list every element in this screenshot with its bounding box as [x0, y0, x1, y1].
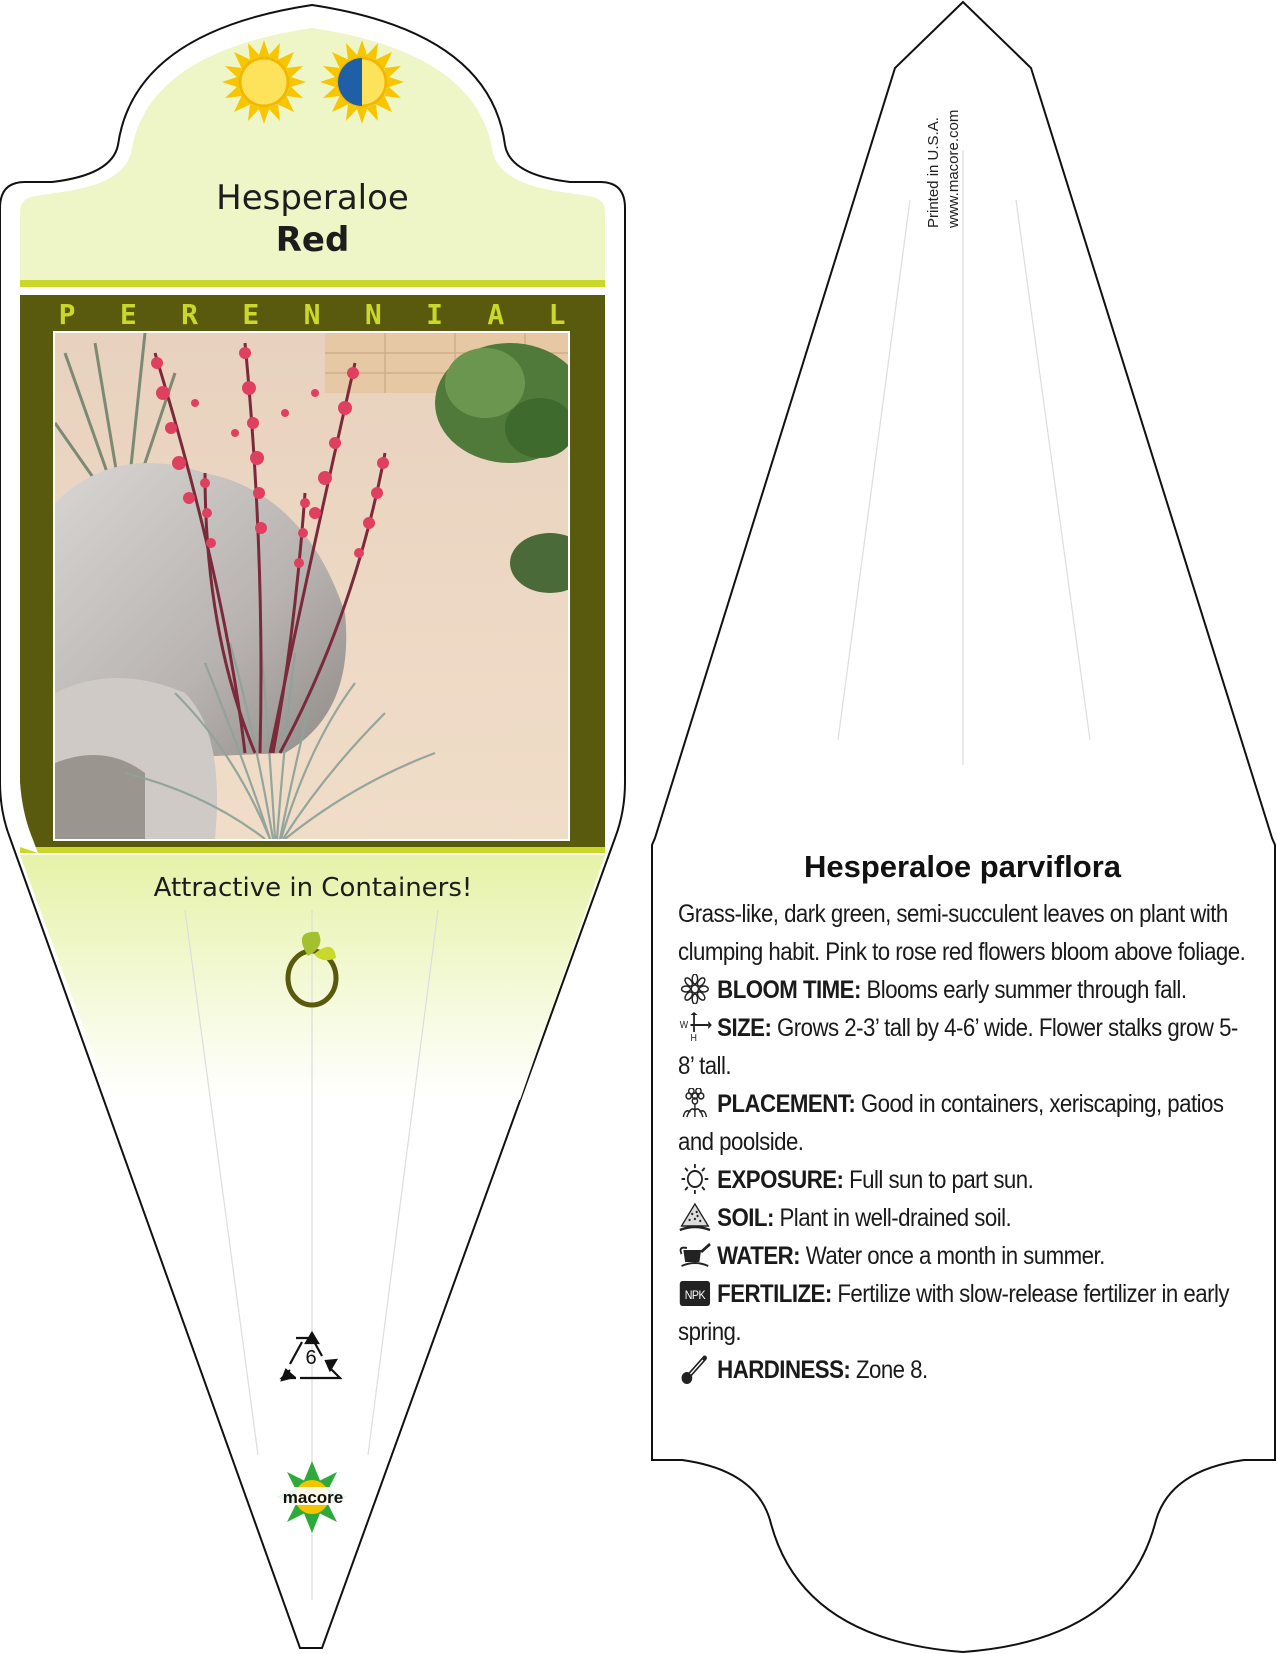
flower-icon: [678, 974, 712, 1004]
care-exposure: EXPOSURE: Full sun to part sun.: [678, 1161, 1252, 1199]
printed-in: Printed in U.S.A.: [925, 117, 942, 228]
front-header-line: [20, 280, 605, 287]
category-letter: L: [548, 298, 566, 331]
full-sun-icon: [222, 40, 306, 124]
care-water: WATER: Water once a month in summer.: [678, 1237, 1252, 1275]
care-soil: SOIL: Plant in well-drained soil.: [678, 1199, 1252, 1237]
care-hardiness: HARDINESS: Zone 8.: [678, 1351, 1252, 1389]
npk-icon: [678, 1278, 712, 1308]
brand-name: macore: [282, 1488, 344, 1507]
category-letter: R: [181, 298, 198, 331]
plant-variety: Red: [275, 220, 350, 260]
svg-text:W: W: [679, 1019, 688, 1032]
category-letter: N: [364, 298, 382, 331]
botanical-name: Hesperaloe parviflora: [803, 849, 1122, 884]
part-sun-icon: [320, 40, 404, 124]
recycle-code: 6: [305, 1347, 317, 1369]
category-letter: E: [119, 298, 137, 331]
sun-outline-icon: [678, 1164, 712, 1194]
care-info: [678, 895, 1252, 1389]
size-arrows-icon: [678, 1012, 712, 1042]
care-placement: PLACEMENT: Good in containers, xeriscaping, patios and poolside.: [678, 1090, 1224, 1156]
soil-icon: [678, 1202, 712, 1232]
watering-can-icon: [678, 1240, 712, 1270]
svg-text:NPK: NPK: [684, 1289, 706, 1303]
front-lower-line: [20, 847, 605, 853]
category-letter: E: [242, 298, 260, 331]
website: www.macore.com: [945, 109, 962, 228]
category-letter: I: [426, 298, 443, 331]
category-letter: N: [303, 298, 321, 331]
plant-photo: [55, 333, 568, 839]
plant-name: Hesperaloe: [216, 178, 409, 218]
care-size: W H SIZE: Grows 2-3’ tall by 4-6’ wide. Flower stalks grow 5-8’ tall.: [678, 1014, 1238, 1080]
thermometer-icon: [678, 1354, 712, 1384]
care-fertilize: NPK FERTILIZE: Fertilize with slow-release fertilizer in early spring.: [678, 1280, 1229, 1346]
svg-text:H: H: [690, 1032, 697, 1042]
category-letter: A: [487, 298, 505, 331]
category-label: [52, 300, 572, 330]
care-bloom-time: BLOOM TIME: Blooms early summer through fall.: [678, 971, 1252, 1009]
description: Grass-like, dark green, semi-succulent leaves on plant with clumping habit. Pink to rose red flowers bloom above foliage.: [678, 900, 1246, 966]
placement-icon: [678, 1088, 712, 1118]
printer-info: [925, 48, 965, 228]
tagline: Attractive in Containers!: [153, 873, 473, 903]
category-letter: P: [58, 298, 76, 331]
